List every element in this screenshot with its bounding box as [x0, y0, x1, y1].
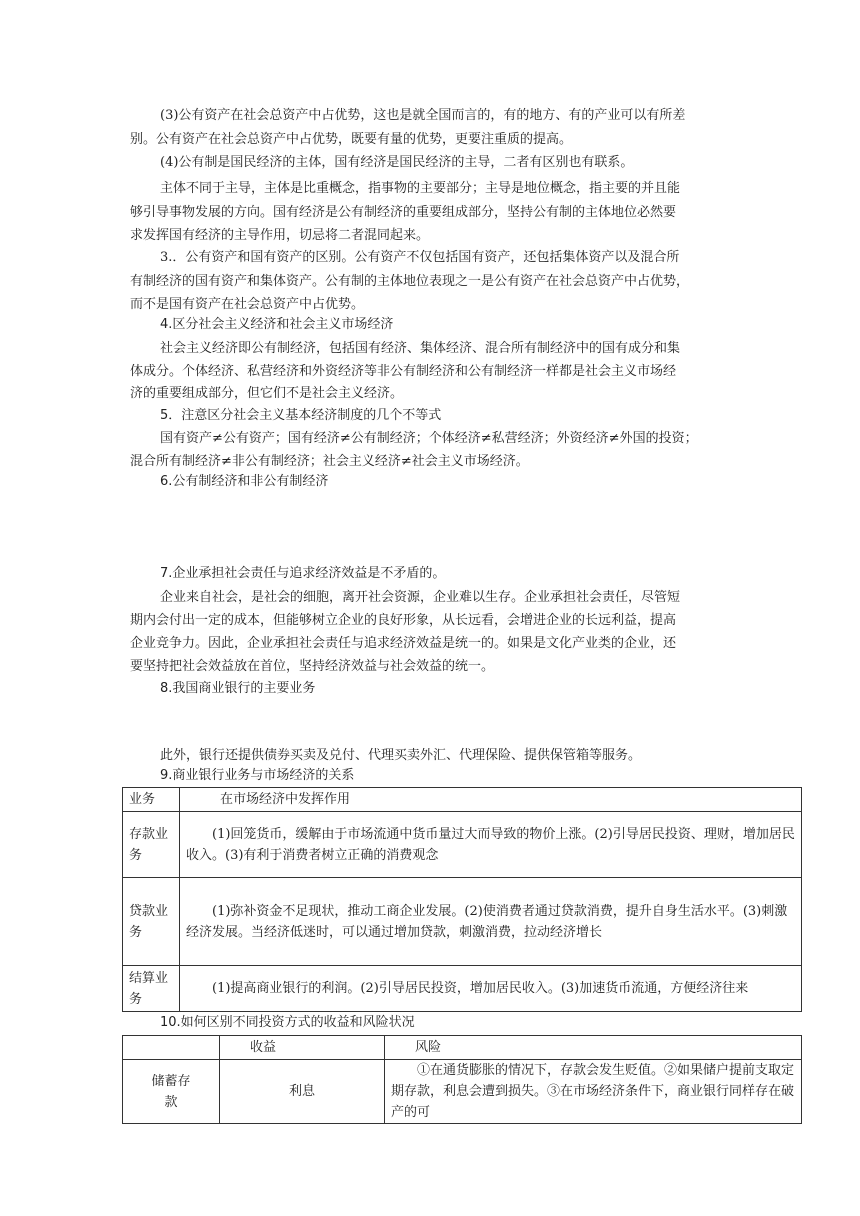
- table-cell-business: 结算业务: [123, 966, 180, 1012]
- section-7-line-2: 期内会付出一定的成本，但能够树立企业的良好形象，从长远看，会增进企业的长远利益，提高: [130, 613, 677, 628]
- table-cell-type: 储蓄存款: [123, 1060, 220, 1124]
- section-6-heading: 6.公有制经济和非公有制经济: [160, 474, 329, 489]
- section-4-line-3: 济的重要组成部分，但它们不是社会主义经济。: [130, 386, 404, 401]
- table-row: [123, 812, 802, 878]
- table-cell-risk: ①在通货膨胀的情况下，存款会发生贬值。②如果储户提前支取定期存款，利息会遭到损失。③在市场经济条件下，商业银行同样存在破产的可: [385, 1060, 802, 1124]
- table-cell-business: 存款业务: [123, 812, 180, 878]
- table-cell-business: 贷款业务: [123, 878, 180, 966]
- table-row: [123, 1060, 802, 1124]
- section-7-line-1: 企业来自社会，是社会的细胞，离开社会资源，企业难以生存。企业承担社会责任，尽管短: [160, 590, 681, 605]
- section-9-heading: 9.商业银行业务与市场经济的关系: [160, 768, 355, 783]
- paragraph-4b-line-2: 够引导事物发展的方向。国有经济是公有制经济的重要组成部分，坚持公有制的主体地位必然要: [130, 205, 677, 220]
- table-header-cell: 业务: [123, 788, 180, 812]
- table-header-cell: 风险: [385, 1036, 802, 1060]
- table-cell-role: (1)提高商业银行的利润。(2)引导居民投资，增加居民收入。(3)加速货币流通，方便经济往来: [180, 966, 802, 1012]
- paragraph-4: (4)公有制是国民经济的主体，国有经济是国民经济的主导，二者有区别也有联系。: [160, 155, 634, 170]
- section-3-line-3: 而不是国有资产在社会总资产中占优势。: [130, 297, 365, 312]
- paragraph-3-line-2: 别。公有资产在社会总资产中占优势，既要有量的优势，更要注重质的提高。: [130, 132, 573, 147]
- table-header-row: [123, 1036, 802, 1060]
- section-5-line-2: 混合所有制经济≠非公有制经济；社会主义经济≠社会主义市场经济。: [130, 454, 529, 469]
- table-cell-role: (1)回笼货币，缓解由于市场流通中货币量过大而导致的物价上涨。(2)引导居民投资、理财，增加居民收入。(3)有利于消费者树立正确的消费观念: [180, 812, 802, 878]
- section-8-heading: 8.我国商业银行的主要业务: [160, 681, 316, 696]
- section-4-line-1: 社会主义经济即公有制经济，包括国有经济、集体经济、混合所有制经济中的国有成分和集: [160, 341, 681, 356]
- section-10-heading: 10.如何区别不同投资方式的收益和风险状况: [160, 1015, 415, 1030]
- section-7-line-3: 企业竞争力。因此，企业承担社会责任与追求经济效益是统一的。如果是文化产业类的企业，还: [130, 636, 677, 651]
- section-5-line-1: 国有资产≠公有资产；国有经济≠公有制经济；个体经济≠私营经济；外资经济≠外国的投资；: [160, 431, 698, 446]
- section-7-line-4: 要坚持把社会效益放在首位，坚持经济效益与社会效益的统一。: [130, 659, 495, 674]
- table-cell-role: (1)弥补资金不足现状，推动工商企业发展。(2)使消费者通过贷款消费，提升自身生活水平。(3)刺激经济发展。当经济低迷时，可以通过增加贷款，刺激消费，拉动经济增长: [180, 878, 802, 966]
- table-row: [123, 878, 802, 966]
- table-header-cell: 收益: [220, 1036, 385, 1060]
- table-row: [123, 966, 802, 1012]
- table-header-row: [123, 788, 802, 812]
- paragraph-3-line-1: (3)公有资产在社会总资产中占优势，这也是就全国而言的，有的地方、有的产业可以有所差: [160, 108, 686, 123]
- section-4-heading: 4.区分社会主义经济和社会主义市场经济: [160, 317, 394, 332]
- table-cell-return: 利息: [220, 1060, 385, 1124]
- section-8-extra: 此外，银行还提供债券买卖及兑付、代理买卖外汇、代理保险、提供保管箱等服务。: [160, 748, 642, 763]
- section-4-line-2: 体成分。个体经济、私营经济和外资经济等非公有制经济和公有制经济一样都是社会主义市场经: [130, 364, 677, 379]
- paragraph-4b-line-1: 主体不同于主导，主体是比重概念，指事物的主要部分；主导是地位概念，指主要的并且能: [160, 181, 681, 196]
- investment-table: [122, 1035, 802, 1124]
- table-header-cell: 在市场经济中发挥作用: [180, 788, 802, 812]
- paragraph-4b-line-3: 求发挥国有经济的主导作用，切忌将二者混同起来。: [130, 228, 430, 243]
- table-header-cell: [123, 1036, 220, 1060]
- section-3-line-1: 3.．公有资产和国有资产的区别。公有资产不仅包括国有资产，还包括集体资产以及混合所: [160, 250, 680, 265]
- bank-business-table: [122, 787, 802, 1012]
- section-5-heading: 5．注意区分社会主义基本经济制度的几个不等式: [160, 408, 442, 423]
- section-7-heading: 7.企业承担社会责任与追求经济效益是不矛盾的。: [160, 566, 446, 581]
- section-3-line-2: 有制经济的国有资产和集体资产。公有制的主体地位表现之一是公有资产在社会总资产中占优势，: [130, 274, 690, 289]
